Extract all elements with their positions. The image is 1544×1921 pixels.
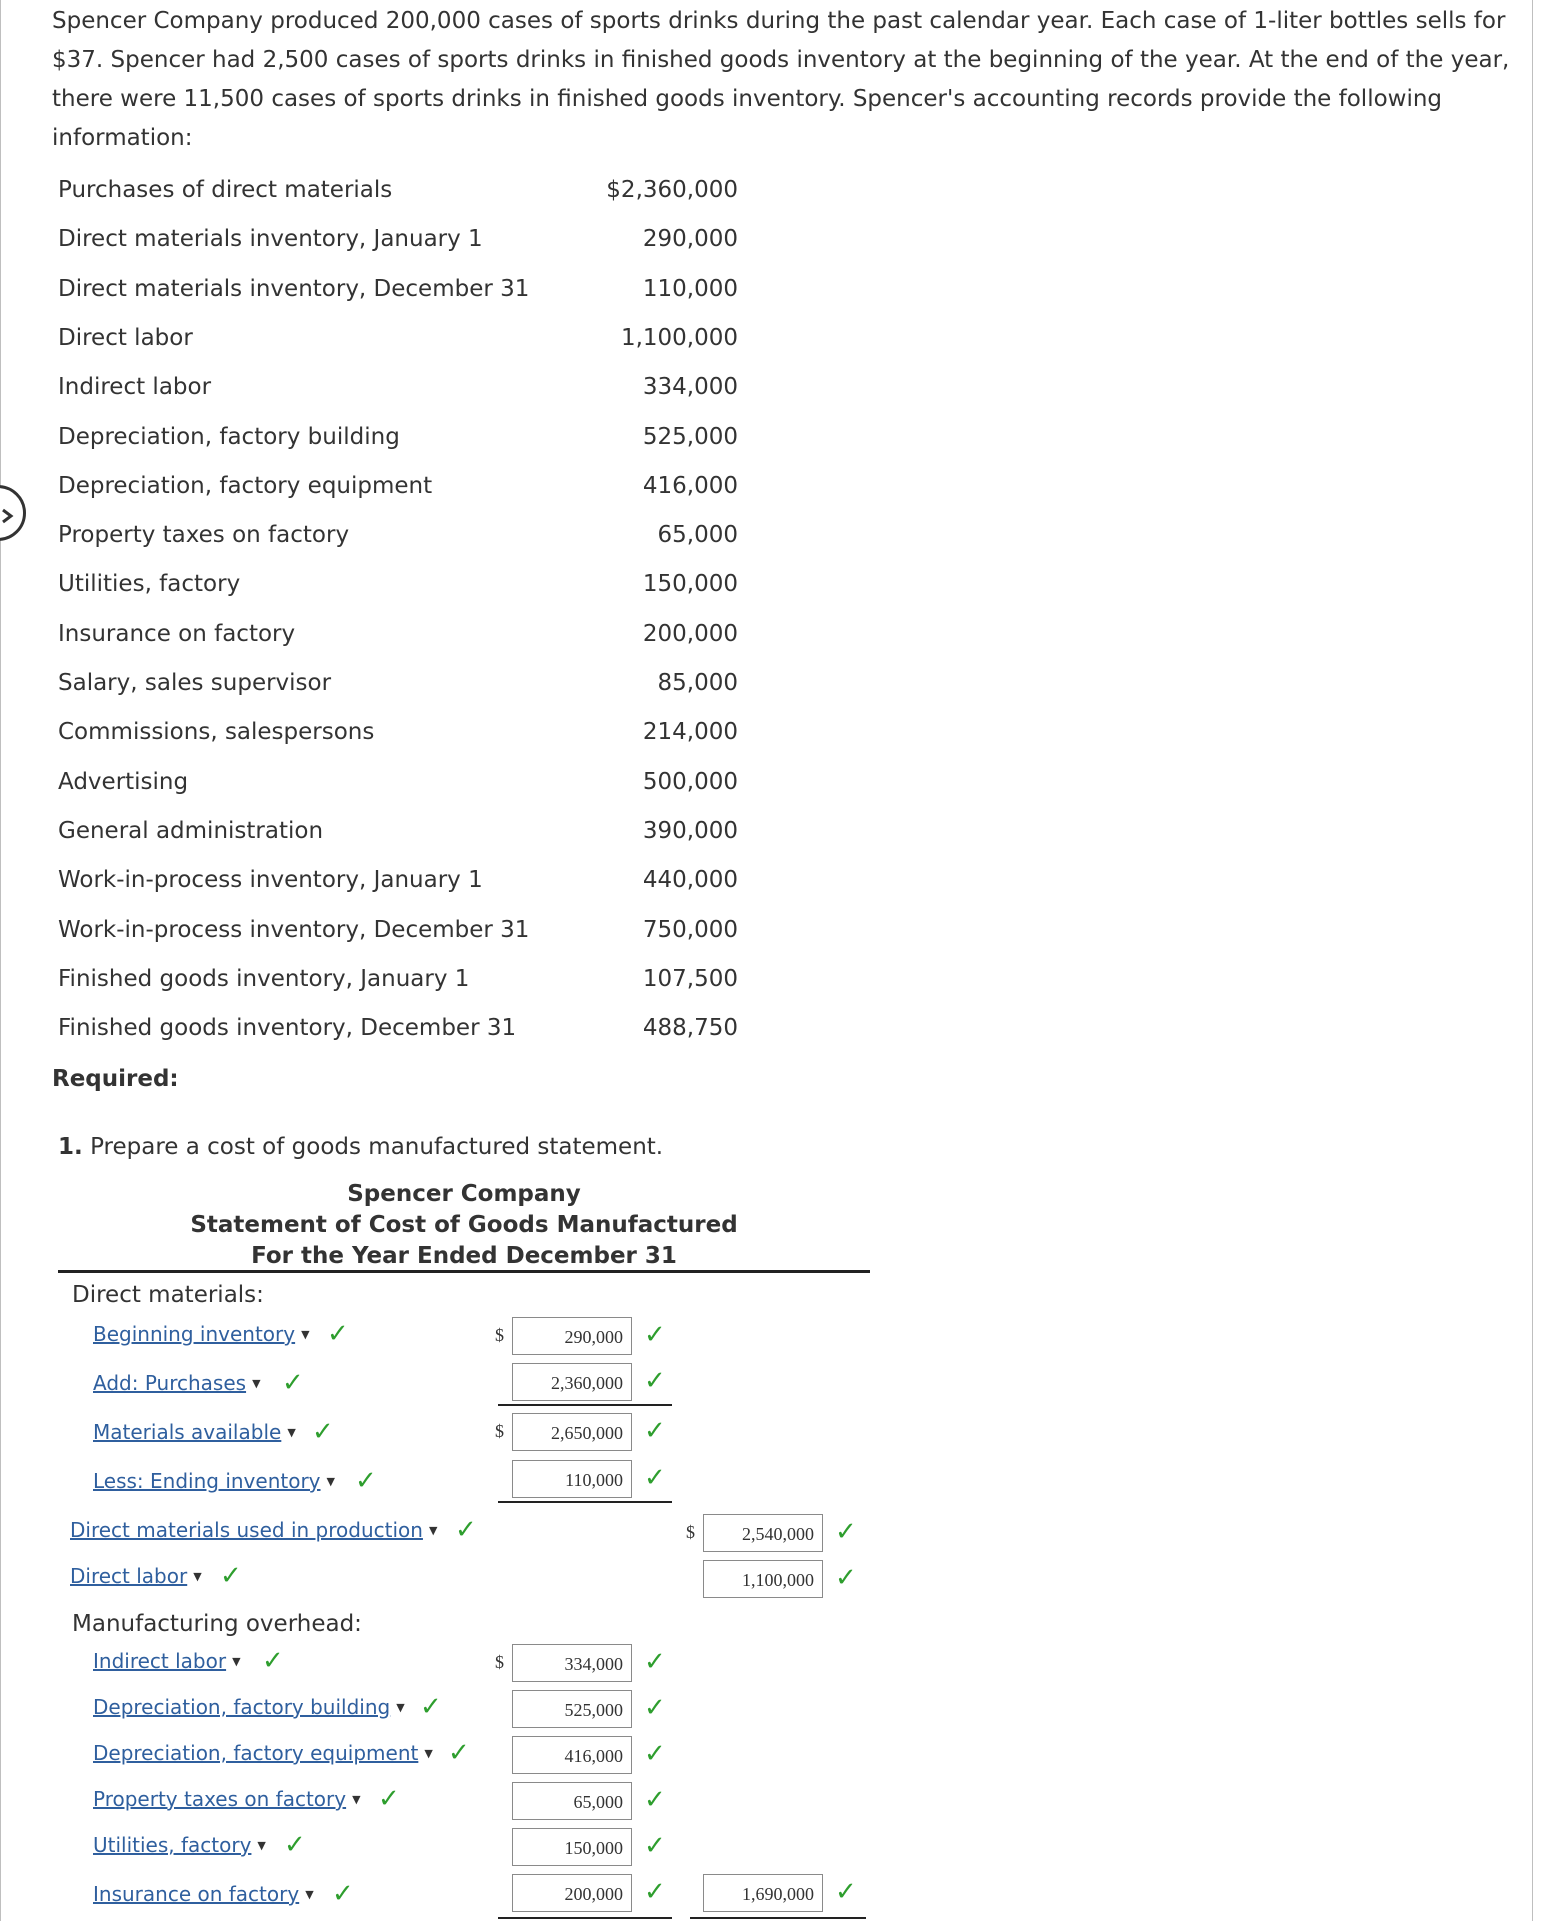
data-row: [58, 966, 738, 1006]
data-row: [58, 424, 738, 464]
data-row-value: 440,000: [642, 867, 738, 894]
data-row-label: Depreciation, factory building: [58, 423, 400, 450]
data-row: [58, 917, 738, 957]
chevron-down-icon: ▼: [252, 1377, 261, 1390]
data-row-label: Finished goods inventory, December 31: [58, 1015, 517, 1042]
data-row: [58, 522, 738, 562]
subtotal-rule: [498, 1501, 672, 1503]
check-icon: ✓: [282, 1368, 304, 1398]
data-row-label: Insurance on factory: [58, 620, 296, 647]
data-row: [58, 867, 738, 907]
check-icon: ✓: [644, 1831, 666, 1861]
check-icon: ✓: [644, 1416, 666, 1446]
data-row-label: Finished goods inventory, January 1: [58, 965, 470, 992]
check-icon: ✓: [332, 1879, 354, 1909]
right-border: [1532, 0, 1533, 1921]
data-row-label: Depreciation, factory equipment: [58, 472, 433, 499]
data-row-value: 150,000: [642, 571, 738, 598]
depr-building-select[interactable]: [93, 1695, 405, 1725]
check-icon: ✓: [644, 1463, 666, 1493]
data-row: [58, 374, 738, 414]
data-row-label: Direct materials inventory, January 1: [58, 226, 483, 253]
chevron-down-icon: ▼: [305, 1888, 314, 1901]
data-row-value: $2,360,000: [606, 177, 738, 203]
data-row-value: 85,000: [657, 670, 738, 696]
data-row-value: 214,000: [642, 719, 738, 746]
materials-available-select[interactable]: [93, 1420, 296, 1450]
data-row: [58, 473, 738, 513]
check-icon: ✓: [327, 1319, 349, 1349]
chevron-down-icon: ▼: [301, 1328, 310, 1341]
required-heading: Required:: [52, 1066, 179, 1092]
data-row-label: Purchases of direct materials: [58, 177, 393, 203]
previous-question-button[interactable]: [0, 485, 26, 541]
data-row: [58, 719, 738, 759]
manufacturing-overhead-heading: Manufacturing overhead:: [72, 1611, 362, 1637]
data-row-value: 107,500: [642, 965, 738, 992]
subtotal-rule: [498, 1917, 672, 1919]
chevron-down-icon: ▼: [287, 1426, 296, 1439]
data-row-value: 1,100,000: [620, 324, 738, 351]
chevron-down-icon: ▼: [396, 1701, 405, 1714]
depr-equipment-select[interactable]: [93, 1741, 433, 1771]
currency-symbol: $: [495, 1325, 504, 1345]
select-label: Property taxes on factory: [93, 1787, 347, 1811]
step-1-instruction: [58, 1134, 663, 1160]
statement-period: For the Year Ended December 31: [251, 1243, 677, 1269]
data-row-value: 525,000: [642, 423, 738, 450]
data-row-value: 65,000: [657, 522, 738, 549]
amount-input[interactable]: 2,650,000: [512, 1413, 632, 1451]
data-row-value: 334,000: [642, 374, 738, 401]
data-row-label: Property taxes on factory: [58, 522, 350, 549]
amount-input[interactable]: 110,000: [512, 1460, 632, 1498]
data-row-label: Direct materials inventory, December 31: [58, 275, 530, 302]
select-label: Indirect labor: [93, 1649, 227, 1673]
direct-labor-select[interactable]: [70, 1564, 202, 1594]
amount-input[interactable]: 416,000: [512, 1736, 632, 1774]
left-border: [0, 0, 1, 1921]
check-icon: ✓: [835, 1563, 857, 1593]
data-row: [58, 670, 738, 710]
select-label: Direct materials used in production: [70, 1518, 423, 1542]
chevron-down-icon: ▼: [352, 1793, 361, 1806]
data-row: [58, 1015, 738, 1055]
currency-symbol: $: [495, 1421, 504, 1441]
data-row-value: 750,000: [642, 916, 738, 943]
chevron-down-icon: ▼: [193, 1570, 202, 1583]
statement-title: Statement of Cost of Goods Manufactured: [190, 1212, 738, 1238]
data-row-value: 290,000: [642, 226, 738, 253]
check-icon: ✓: [644, 1739, 666, 1769]
select-label: Insurance on factory: [93, 1882, 300, 1906]
amount-input[interactable]: 150,000: [512, 1828, 632, 1866]
data-row-value: 390,000: [642, 817, 738, 844]
check-icon: ✓: [835, 1877, 857, 1907]
select-label: Depreciation, factory building: [93, 1695, 391, 1719]
chevron-down-icon: ▼: [326, 1475, 335, 1488]
step-number: 1.: [58, 1134, 83, 1160]
data-row-value: 500,000: [642, 768, 738, 795]
less-ending-inventory-select[interactable]: [93, 1469, 335, 1499]
subtotal-rule: [690, 1917, 866, 1919]
data-row-value: 488,750: [642, 1015, 738, 1042]
data-row: [58, 177, 738, 217]
data-row-value: 416,000: [642, 472, 738, 499]
amount-input[interactable]: 290,000: [512, 1317, 632, 1355]
currency-symbol: $: [495, 1652, 504, 1672]
data-row-label: Utilities, factory: [58, 571, 241, 598]
insurance-select[interactable]: [93, 1882, 314, 1912]
check-icon: ✓: [220, 1561, 242, 1591]
check-icon: ✓: [835, 1517, 857, 1547]
select-label: Utilities, factory: [93, 1833, 252, 1857]
data-row-label: Work-in-process inventory, December 31: [58, 916, 530, 943]
data-row: [58, 571, 738, 611]
select-label: Add: Purchases: [93, 1371, 247, 1395]
data-row-label: Advertising: [58, 768, 189, 795]
amount-input[interactable]: 2,540,000: [703, 1514, 823, 1552]
dm-used-select[interactable]: [70, 1518, 437, 1548]
subtotal-rule: [498, 1404, 672, 1406]
check-icon: ✓: [355, 1466, 377, 1496]
check-icon: ✓: [448, 1738, 470, 1768]
data-row-value: 110,000: [642, 275, 738, 302]
data-row-label: Direct labor: [58, 324, 193, 351]
select-label: Depreciation, factory equipment: [93, 1741, 419, 1765]
check-icon: ✓: [644, 1320, 666, 1350]
check-icon: ✓: [262, 1646, 284, 1676]
select-label: Beginning inventory: [93, 1322, 296, 1346]
data-row: [58, 769, 738, 809]
property-taxes-select[interactable]: [93, 1787, 361, 1817]
chevron-down-icon: ▼: [232, 1655, 241, 1668]
amount-input[interactable]: 1,100,000: [703, 1560, 823, 1598]
check-icon: ✓: [644, 1785, 666, 1815]
data-row-label: Work-in-process inventory, January 1: [58, 867, 483, 894]
amount-input[interactable]: 2,360,000: [512, 1363, 632, 1401]
chevron-down-icon: ▼: [428, 1524, 438, 1537]
data-row-value: 200,000: [642, 620, 738, 647]
currency-symbol: $: [686, 1522, 695, 1542]
check-icon: ✓: [455, 1515, 477, 1545]
check-icon: ✓: [644, 1366, 666, 1396]
direct-materials-heading: Direct materials:: [72, 1282, 264, 1308]
problem-intro: Spencer Company produced 200,000 cases of sports drinks during the past calendar year. Each case of 1-liter bottles sells for $37. Spencer had 2,500 cases of sports drinks in finished goods inventory at the beginning of the year. At the end of the year, there were 11,500 cases of sports drinks in finished goods inventory. Spencer's accounting records provide the following information:: [52, 8, 1510, 151]
amount-input[interactable]: 525,000: [512, 1690, 632, 1728]
data-row: [58, 276, 738, 316]
data-row-label: General administration: [58, 817, 324, 844]
amount-input[interactable]: 200,000: [512, 1874, 632, 1912]
data-row-label: Salary, sales supervisor: [58, 670, 332, 696]
check-icon: ✓: [378, 1784, 400, 1814]
data-row: [58, 621, 738, 661]
statement-header-rule: [58, 1270, 870, 1273]
check-icon: ✓: [644, 1693, 666, 1723]
select-label: Less: Ending inventory: [93, 1469, 321, 1493]
beginning-inventory-select[interactable]: [93, 1322, 310, 1352]
statement-company: Spencer Company: [347, 1181, 581, 1207]
amount-input[interactable]: 1,690,000: [703, 1874, 823, 1912]
add-purchases-select[interactable]: [93, 1371, 261, 1401]
step-text: Prepare a cost of goods manufactured statement.: [90, 1134, 664, 1160]
data-row: [58, 226, 738, 266]
data-row-label: Commissions, salespersons: [58, 719, 375, 746]
utilities-select[interactable]: [93, 1833, 266, 1863]
data-row-label: Indirect labor: [58, 374, 212, 401]
check-icon: ✓: [644, 1877, 666, 1907]
chevron-down-icon: ▼: [424, 1747, 433, 1760]
check-icon: ✓: [312, 1417, 334, 1447]
check-icon: ✓: [420, 1692, 442, 1722]
check-icon: ✓: [284, 1830, 306, 1860]
select-label: Materials available: [93, 1420, 282, 1444]
chevron-down-icon: ▼: [257, 1839, 266, 1852]
indirect-labor-select[interactable]: [93, 1649, 241, 1679]
chevron-right-icon: [1, 508, 15, 524]
check-icon: ✓: [644, 1647, 666, 1677]
select-label: Direct labor: [70, 1564, 188, 1588]
data-row: [58, 818, 738, 858]
amount-input[interactable]: 334,000: [512, 1644, 632, 1682]
amount-input[interactable]: 65,000: [512, 1782, 632, 1820]
data-row: [58, 325, 738, 365]
